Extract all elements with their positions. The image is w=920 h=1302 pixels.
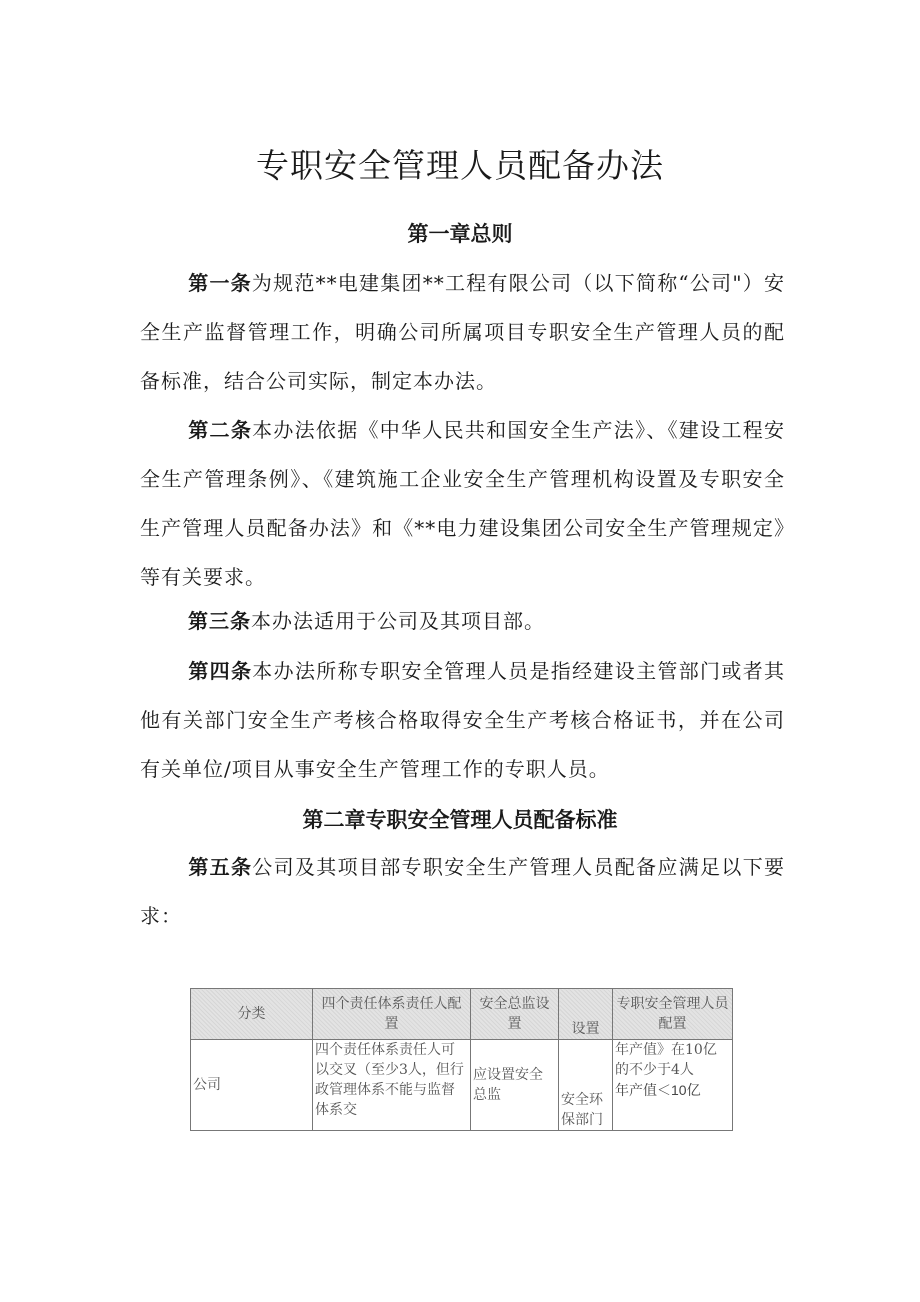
header-category: 分类 — [191, 989, 313, 1040]
cell-chief-inspector: 应设置安全总监 — [471, 1040, 559, 1131]
article-5 — [140, 843, 785, 941]
article-2 — [140, 406, 785, 602]
table-header-row — [191, 989, 733, 1040]
article-3-text: 本办法适用于公司及其项目部。 — [251, 609, 545, 633]
article-4 — [140, 647, 785, 794]
header-dept: 设置 — [559, 989, 613, 1040]
cell-category: 公司 — [191, 1040, 313, 1131]
article-2-number: 第二条 — [188, 418, 253, 442]
staffing-standard-table — [190, 988, 733, 1131]
article-4-text: 本办法所称专职安全管理人员是指经建设主管部门或者其他有关部门安全生产考核合格取得安全生产考核合格证书，并在公司有关单位/项目从事安全生产管理工作的专职人员。 — [140, 659, 786, 781]
article-1-number: 第一条 — [188, 271, 252, 295]
chapter-1-heading: 第一章总则 — [407, 222, 513, 246]
chapter-2-heading: 第二章专职安全管理人员配备标准 — [302, 808, 618, 832]
table-row — [191, 1040, 733, 1131]
article-3 — [140, 597, 785, 646]
cell-dept: 安全环保部门 — [559, 1040, 613, 1131]
document-title: 专职安全管理人员配备办法 — [256, 146, 664, 185]
article-3-number: 第三条 — [188, 609, 251, 633]
cell-staffing-line-2: 年产值＜10亿 — [615, 1082, 701, 1098]
header-chief-inspector: 安全总监设置 — [471, 989, 559, 1040]
article-1-text: 为规范**电建集团**工程有限公司（以下简称“公司"）安全生产监督管理工作，明确公司所属项目专职安全生产管理人员的配备标准，结合公司实际，制定本办法。 — [140, 271, 785, 393]
article-5-number: 第五条 — [188, 855, 253, 879]
article-2-text: 本办法依据《中华人民共和国安全生产法》、《建设工程安全生产管理条例》、《建筑施工企业安全生产管理机构设置及专职安全生产管理人员配备办法》和《**电力建设集团公司安全生产管理规定》等有关要求。 — [140, 418, 786, 589]
cell-staffing — [613, 1040, 733, 1131]
article-4-number: 第四条 — [188, 659, 253, 683]
header-four-systems: 四个责任体系责任人配置 — [313, 989, 471, 1040]
header-staffing: 专职安全管理人员配置 — [613, 989, 733, 1040]
article-1 — [140, 259, 785, 406]
cell-four-systems: 四个责任体系责任人可以交叉（至少3人，但行政管理体系不能与监督体系交 — [313, 1040, 471, 1131]
cell-staffing-line-1: 年产值》在10亿的不少于4人 — [615, 1042, 717, 1078]
article-5-text: 公司及其项目部专职安全生产管理人员配备应满足以下要求： — [140, 855, 786, 928]
